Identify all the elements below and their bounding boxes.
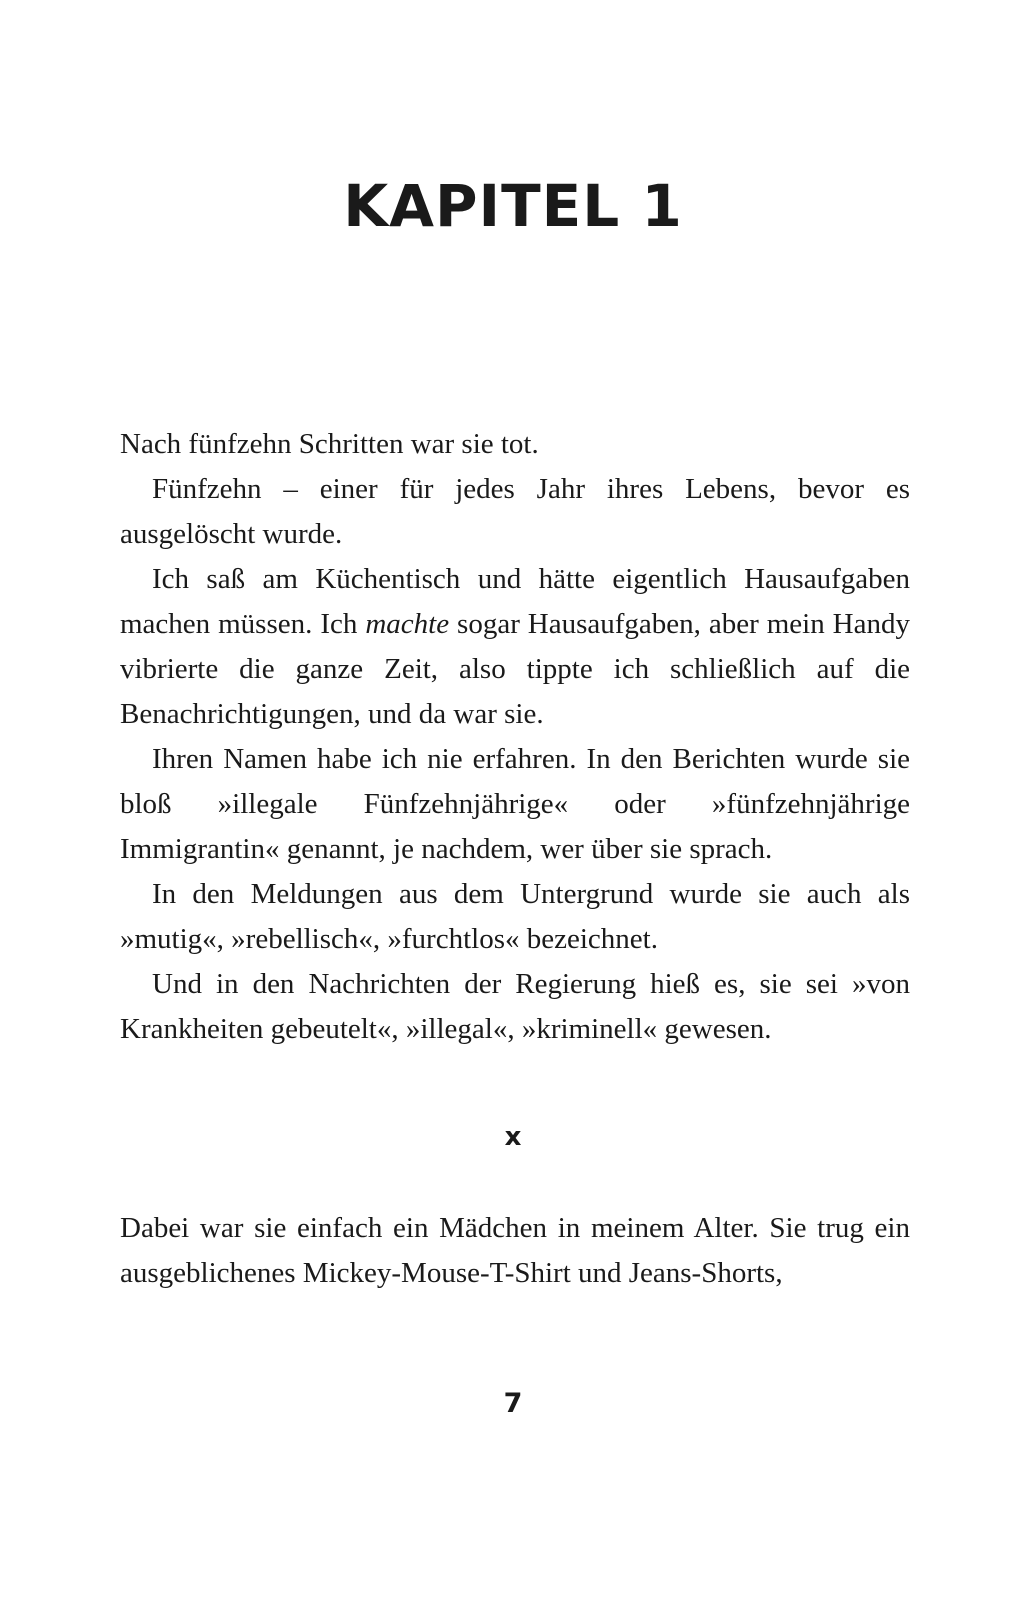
paragraph: Nach fünfzehn Schritten war sie tot. — [120, 428, 539, 460]
paragraph-text: sogar Hausaufgaben, aber mein Handy vibrierte die ganze Zeit, also tippte ich schließlich auf die Benachrichtigungen, und da war sie. — [120, 608, 911, 730]
paragraph: In den Meldungen aus dem Untergrund wurde sie auch als »mutig«, »rebellisch«, »furchtlos« bezeichnet. — [120, 878, 910, 955]
paragraph: Ihren Namen habe ich nie erfahren. In den Berichten wurde sie bloß »illegale Fünfzehnjährige« oder »fünfzehnjährige Immigrantin« genannt, je nachdem, wer über sie sprach. — [120, 743, 910, 865]
paragraph — [120, 557, 910, 737]
body-text-after-break — [120, 1206, 910, 1296]
page-number: 7 — [503, 1388, 523, 1419]
paragraph: Und in den Nachrichten der Regierung hieß es, sie sei »von Krankheiten gebeutelt«, »illegal«, »kriminell« gewesen. — [120, 968, 910, 1045]
emphasized-word: machte — [365, 608, 450, 640]
section-break-marker: x — [504, 1122, 522, 1152]
paragraph: Fünfzehn – einer für jedes Jahr ihres Lebens, bevor es ausgelöscht wurde. — [120, 473, 910, 550]
body-text — [120, 422, 910, 1052]
chapter-title: KAPITEL 1 — [343, 171, 683, 240]
paragraph: Dabei war sie einfach ein Mädchen in meinem Alter. Sie trug ein ausgeblichenes Mickey-Mouse-T-Shirt und Jeans-Shorts, — [120, 1212, 910, 1289]
paragraph-text: Ich saß am Küchentisch und hätte eigentlich Hausaufgaben machen müssen. Ich — [120, 563, 910, 640]
